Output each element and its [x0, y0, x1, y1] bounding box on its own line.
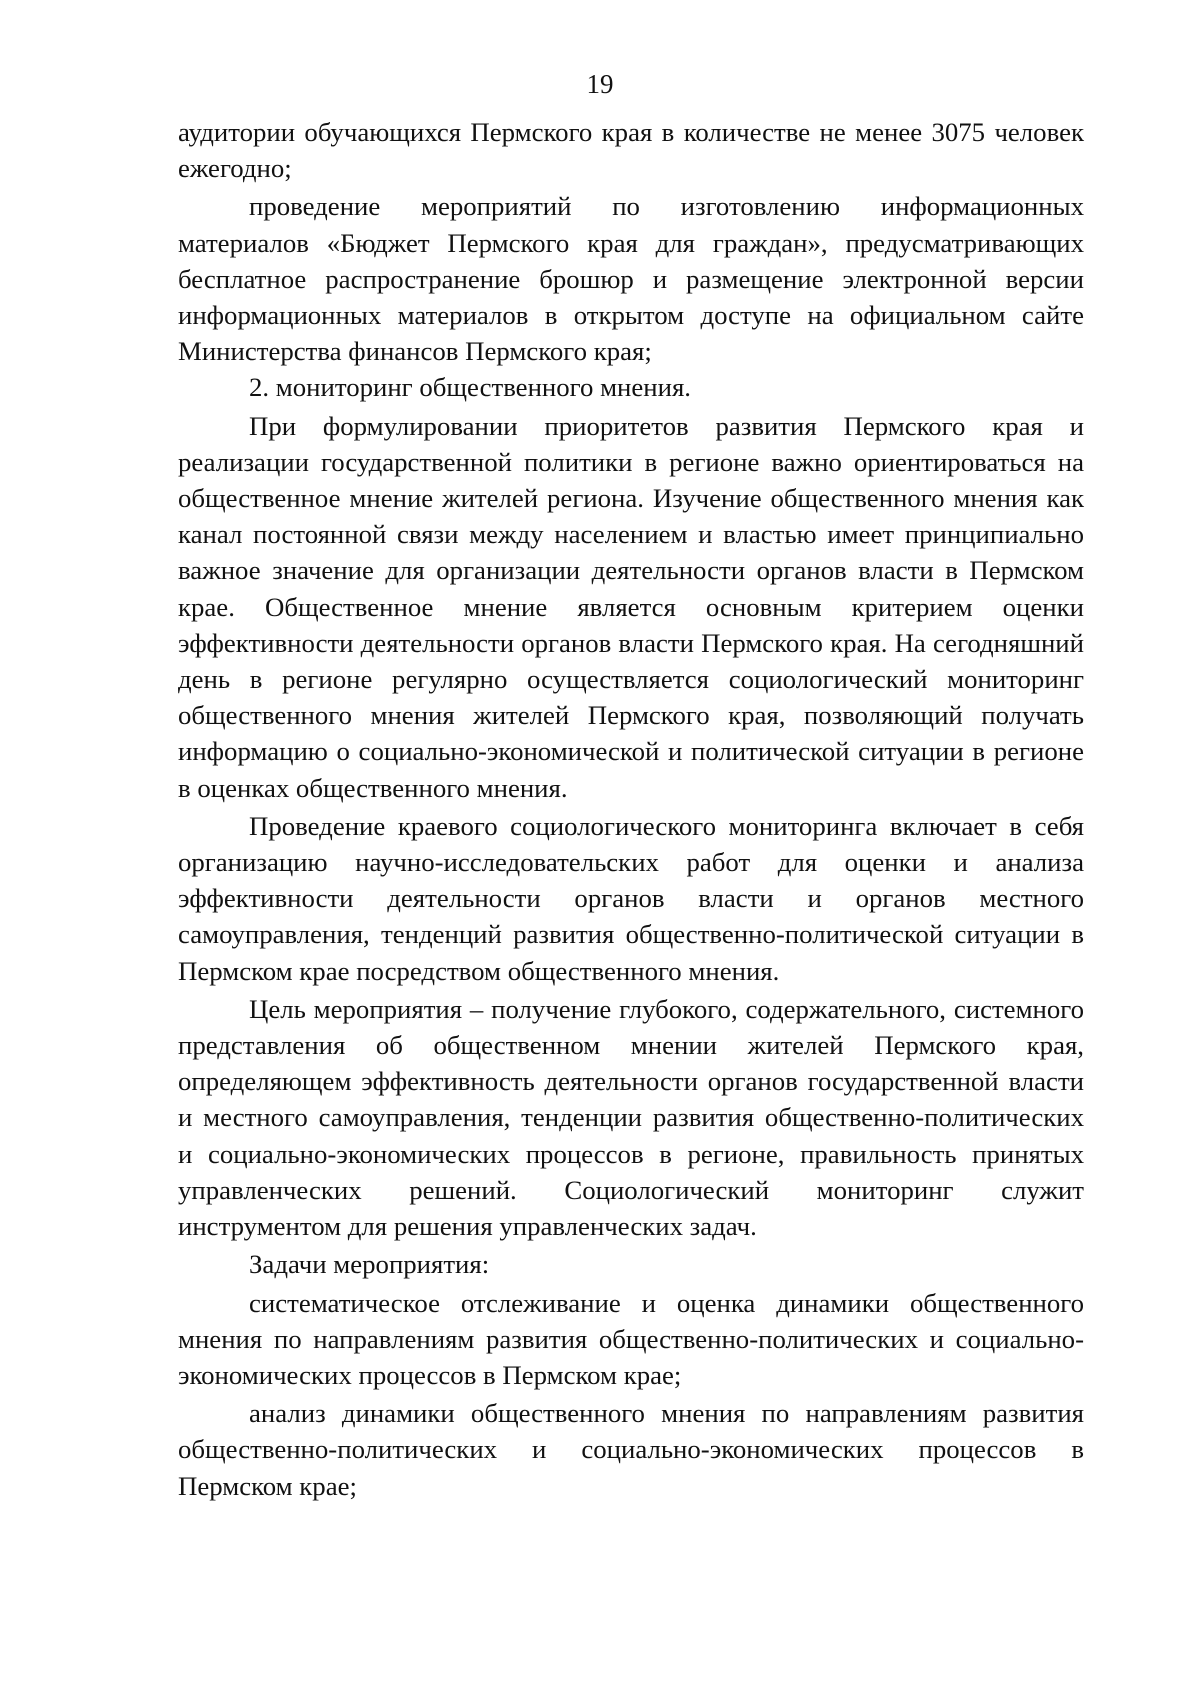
page-number: 19 — [586, 69, 614, 99]
paragraph: проведение мероприятий по изготовлению информационных материалов «Бюджет Пермского края для граждан», предусматривающих бесплатное распространение брошюр и размещение электронной версии информационных материалов в открытом доступе на официальном сайте Министерства финансов Пермского края; — [178, 191, 1084, 367]
paragraph: систематическое отслеживание и оценка динамики общественного мнения по направлениям развития общественно-политических и социально-экономических процессов в Пермском крае; — [178, 1287, 1084, 1390]
document-body — [178, 114, 1084, 1504]
paragraph: аудитории обучающихся Пермского края в количестве не менее 3075 человек ежегодно; — [178, 117, 1084, 184]
paragraph: При формулировании приоритетов развития Пермского края и реализации государственной политики в регионе важно ориентироваться на общественное мнение жителей региона. Изучение общественного мнения как канал постоянной связи между населением и властью имеет принципиально важное значение для организации деятельности органов власти в Пермском крае. Общественное мнение является основным критерием оценки эффективности деятельности органов власти Пермского края. На сегодняшний день в регионе регулярно осуществляется социологический мониторинг общественного мнения жителей Пермского края, позволяющий получать информацию о социально-экономической и политической ситуации в регионе в оценках общественного мнения. — [178, 410, 1084, 803]
paragraph: Задачи мероприятия: — [249, 1249, 490, 1280]
paragraph: Цель мероприятия – получение глубокого, содержательного, системного представления об общественном мнении жителей Пермского края, определяющем эффективность деятельности органов государственной власти и местного самоуправления, тенденции развития общественно-политических и социально-экономических процессов в регионе, правильность принятых управленческих решений. Социологический мониторинг служит инструментом для решения управленческих задач. — [178, 993, 1084, 1242]
paragraph: Проведение краевого социологического мониторинга включает в себя организацию научно-исследовательских работ для оценки и анализа эффективности деятельности органов власти и органов местного самоуправления, тенденций развития общественно-политической ситуации в Пермском крае посредством общественного мнения. — [178, 810, 1084, 986]
paragraph: анализ динамики общественного мнения по направлениям развития общественно-политических и социально-экономических процессов в Пермском крае; — [178, 1398, 1084, 1501]
paragraph: 2. мониторинг общественного мнения. — [249, 372, 691, 403]
